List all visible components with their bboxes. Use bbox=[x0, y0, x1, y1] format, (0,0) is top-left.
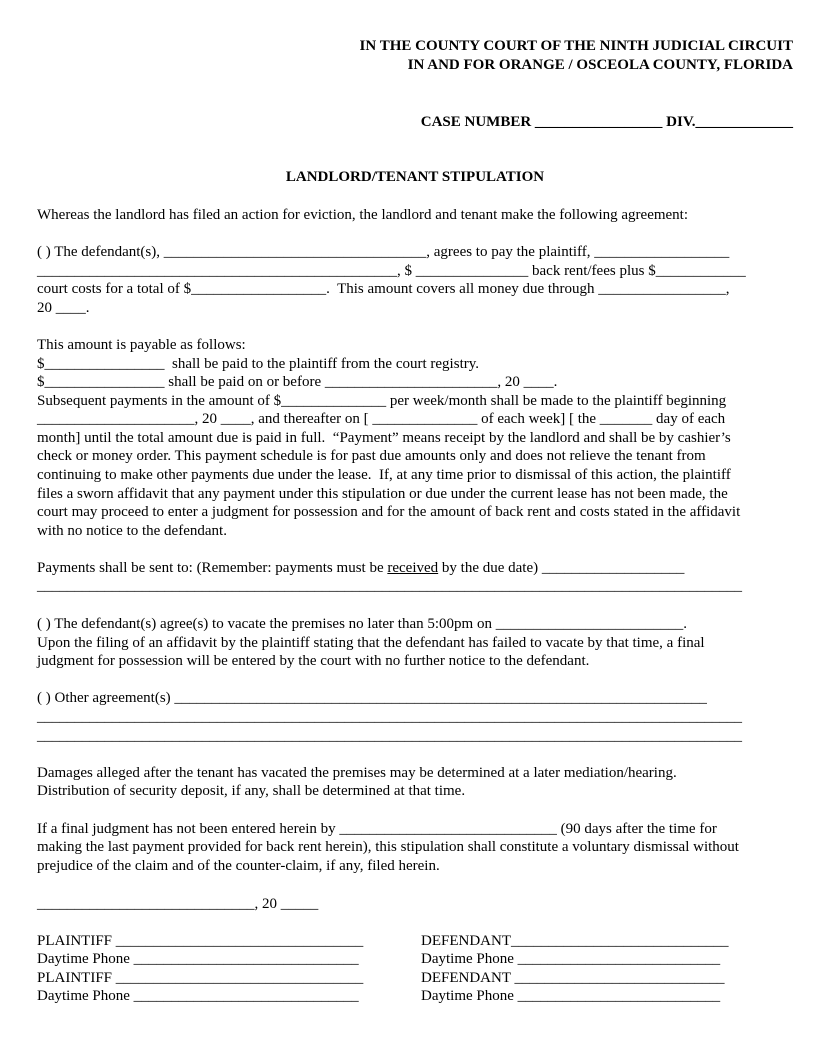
other-agreement-blank: ______________________________________________________________________________________________ bbox=[37, 709, 742, 725]
payable-line: $________________ shall be paid on or before _______________________, 20 ____. bbox=[37, 374, 558, 390]
payment-clause-line: 20 ____. bbox=[37, 300, 90, 316]
payable-line: court may proceed to enter a judgment for possession and for the amount of back rent and costs stated in the affidavit bbox=[37, 504, 741, 520]
final-judgment-line: prejudice of the claim and of the counter-claim, if any, filed herein. bbox=[37, 858, 440, 874]
damages-line: Distribution of security deposit, if any, shall be determined at that time. bbox=[37, 783, 466, 799]
defendant-phone-2: Daytime Phone ___________________________ bbox=[421, 988, 721, 1004]
payment-clause-line: court costs for a total of $__________________. This amount covers all money due through _________________, bbox=[37, 281, 730, 297]
damages-line: Damages alleged after the tenant has vacated the premises may be determined at a later mediation/hearing. bbox=[37, 765, 677, 781]
vacate-clause-line: ( ) The defendant(s) agree(s) to vacate the premises no later than 5:00pm on _________________________. bbox=[37, 616, 687, 632]
payable-heading: This amount is payable as follows: bbox=[37, 337, 246, 353]
payable-line: files a sworn affidavit that any payment under this stipulation or due under the current lease has not been made, the bbox=[37, 486, 728, 502]
payments-sent-prefix: Payments shall be sent to: (Remember: payments must be bbox=[37, 560, 388, 576]
plaintiff-phone-2: Daytime Phone ______________________________ bbox=[37, 988, 359, 1004]
payments-sent-line bbox=[37, 559, 684, 578]
court-name-line1: IN THE COUNTY COURT OF THE NINTH JUDICIAL CIRCUIT bbox=[359, 38, 793, 54]
other-agreement-blank: ______________________________________________________________________________________________ bbox=[37, 728, 742, 744]
document-title: LANDLORD/TENANT STIPULATION bbox=[285, 169, 545, 185]
payable-line: month] until the total amount due is paid in full. “Payment” means receipt by the landlord and shall be by cashier’s bbox=[37, 430, 731, 446]
plaintiff-phone-1: Daytime Phone ______________________________ bbox=[37, 951, 359, 967]
final-judgment-line: If a final judgment has not been entered herein by _____________________________ (90 days after the time for bbox=[37, 821, 717, 837]
payable-line: with no notice to the defendant. bbox=[37, 523, 227, 539]
final-judgment-line: making the last payment provided for back rent herein), this stipulation shall constitute a voluntary dismissal without bbox=[37, 839, 739, 855]
payments-sent-suffix: by the due date) ___________________ bbox=[438, 560, 685, 576]
payment-clause-line: ________________________________________________, $ _______________ back rent/fees plus $____________ bbox=[37, 263, 746, 279]
payable-line: $________________ shall be paid to the plaintiff from the court registry. bbox=[37, 356, 480, 372]
date-line: _____________________________, 20 _____ bbox=[37, 896, 319, 912]
vacate-clause-line: judgment for possession will be entered by the court with no further notice to the defendant. bbox=[37, 653, 590, 669]
court-name-line2: IN AND FOR ORANGE / OSCEOLA COUNTY, FLORIDA bbox=[407, 57, 793, 73]
received-emphasis: received bbox=[387, 560, 439, 576]
payment-clause-line: ( ) The defendant(s), ___________________________________, agrees to pay the plaintiff, __________________ bbox=[37, 244, 730, 260]
defendant-signature-1: DEFENDANT_____________________________ bbox=[421, 933, 729, 949]
case-number-line: CASE NUMBER _________________ DIV._____________ bbox=[420, 114, 793, 130]
other-agreement-line: ( ) Other agreement(s) _______________________________________________________________________ bbox=[37, 690, 707, 706]
defendant-signature-2: DEFENDANT ____________________________ bbox=[421, 970, 725, 986]
payments-address-blank: ______________________________________________________________________________________________ bbox=[37, 578, 742, 594]
payable-line: _____________________, 20 ____, and thereafter on [ ______________ of each week] [ the _______ day of each bbox=[37, 411, 726, 427]
intro-paragraph: Whereas the landlord has filed an action for eviction, the landlord and tenant make the following agreement: bbox=[37, 207, 689, 223]
vacate-clause-line: Upon the filing of an affidavit by the plaintiff stating that the defendant has failed to vacate by that time, a final bbox=[37, 635, 705, 651]
payable-line: check or money order. This payment schedule is for past due amounts only and does not relieve the tenant from bbox=[37, 448, 706, 464]
plaintiff-signature-1: PLAINTIFF _________________________________ bbox=[37, 933, 364, 949]
payable-line: continuing to make other payments due under the lease. If, at any time prior to dismissal of this action, the plaintiff bbox=[37, 467, 731, 483]
payable-line: Subsequent payments in the amount of $______________ per week/month shall be made to the plaintiff beginning bbox=[37, 393, 727, 409]
defendant-phone-1: Daytime Phone ___________________________ bbox=[421, 951, 721, 967]
plaintiff-signature-2: PLAINTIFF _________________________________ bbox=[37, 970, 364, 986]
